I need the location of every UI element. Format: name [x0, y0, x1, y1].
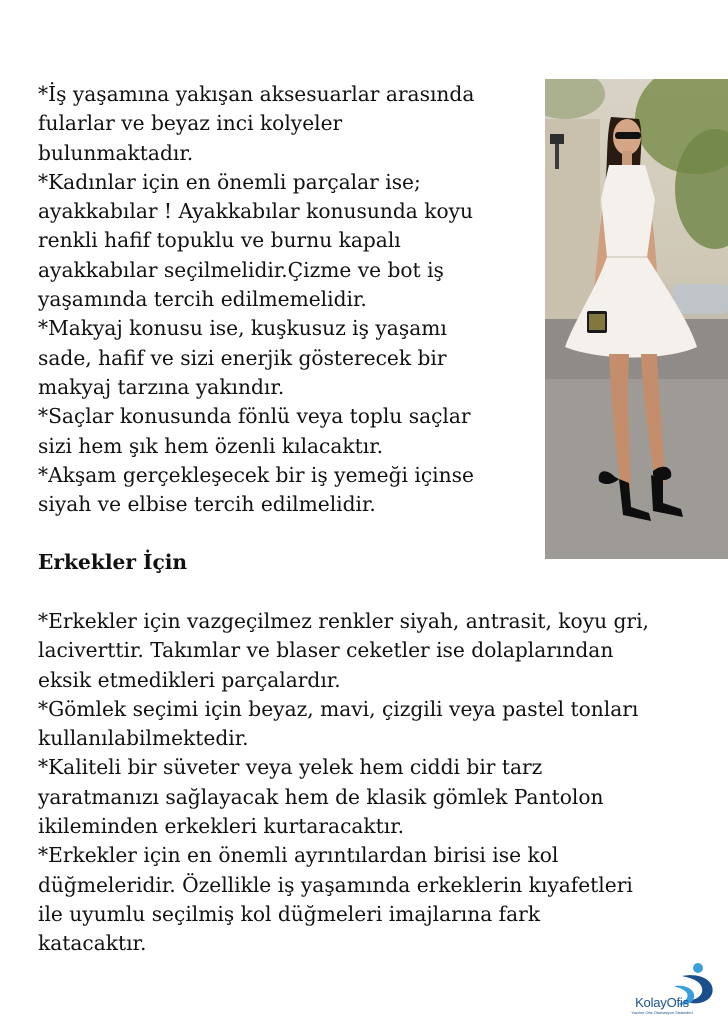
men-paragraph [38, 607, 649, 959]
intro-paragraph [38, 80, 474, 519]
text-line: fularlar ve beyaz inci kolyeler [38, 111, 343, 136]
text-line: renkli hafif topuklu ve burnu kapalı [38, 228, 401, 253]
logo-name: KolayOfis [635, 995, 689, 1010]
text-line: ile uyumlu seçilmiş kol düğmeleri imajlarına fark [38, 901, 541, 926]
text-line: siyah ve elbise tercih edilmelidir. [38, 492, 376, 517]
text-line: *Erkekler için en önemli ayrıntılardan birisi ise kol [38, 843, 559, 868]
text-line: bulunmaktadır. [38, 140, 194, 165]
text-line: ikileminden erkekleri kurtaracaktır. [38, 814, 405, 839]
text-line: *Makyaj konusu ise, kuşkusuz iş yaşamı [38, 316, 447, 341]
text-line: sizi hem şık hem özenli kılacaktır. [38, 433, 384, 458]
text-line: makyaj tarzına yakındır. [38, 374, 285, 399]
text-line: eksik etmedikleri parçalardır. [38, 667, 341, 692]
text-line: ayakkabılar ! Ayakkabılar konusunda koyu [38, 199, 474, 224]
text-line: *Kadınlar için en önemli parçalar ise; [38, 169, 421, 194]
text-line: *Gömlek seçimi için beyaz, mavi, çizgili veya pastel tonları [38, 696, 639, 721]
text-line: sade, hafif ve sizi enerjik gösterecek bir [38, 345, 447, 370]
text-line: *Erkekler için vazgeçilmez renkler siyah, antrasit, koyu gri, [38, 609, 649, 633]
text-line: *Akşam gerçekleşecek bir iş yemeği içinse [38, 462, 474, 487]
logo-tagline: Yazılım Ofis Otomasyon Sistemleri [631, 1010, 693, 1015]
text-line: kullanılabilmektedir. [38, 726, 249, 751]
kolayofis-logo [626, 962, 724, 1018]
section-heading: Erkekler İçin [38, 550, 188, 574]
woman-in-white-dress-image [545, 79, 728, 559]
text-line: ayakkabılar seçilmelidir.Çizme ve bot iş [38, 257, 444, 282]
text-line: *Kaliteli bir süveter veya yelek hem ciddi bir tarz [38, 755, 543, 780]
text-line: yaratmanızı sağlayacak hem de klasik gömlek Pantolon [38, 784, 604, 809]
text-line: laciverttir. Takımlar ve blaser ceketler ise dolaplarından [38, 638, 614, 663]
text-line: katacaktır. [38, 931, 147, 956]
fashion-photo [545, 79, 728, 559]
text-line: düğmeleridir. Özellikle iş yaşamında erkeklerin kıyafetleri [38, 872, 633, 897]
text-line: *Saçlar konusunda fönlü veya toplu saçlar [38, 404, 471, 429]
text-line: yaşamında tercih edilmemelidir. [38, 287, 367, 312]
text-line: *İş yaşamına yakışan aksesuarlar arasında [38, 82, 475, 106]
